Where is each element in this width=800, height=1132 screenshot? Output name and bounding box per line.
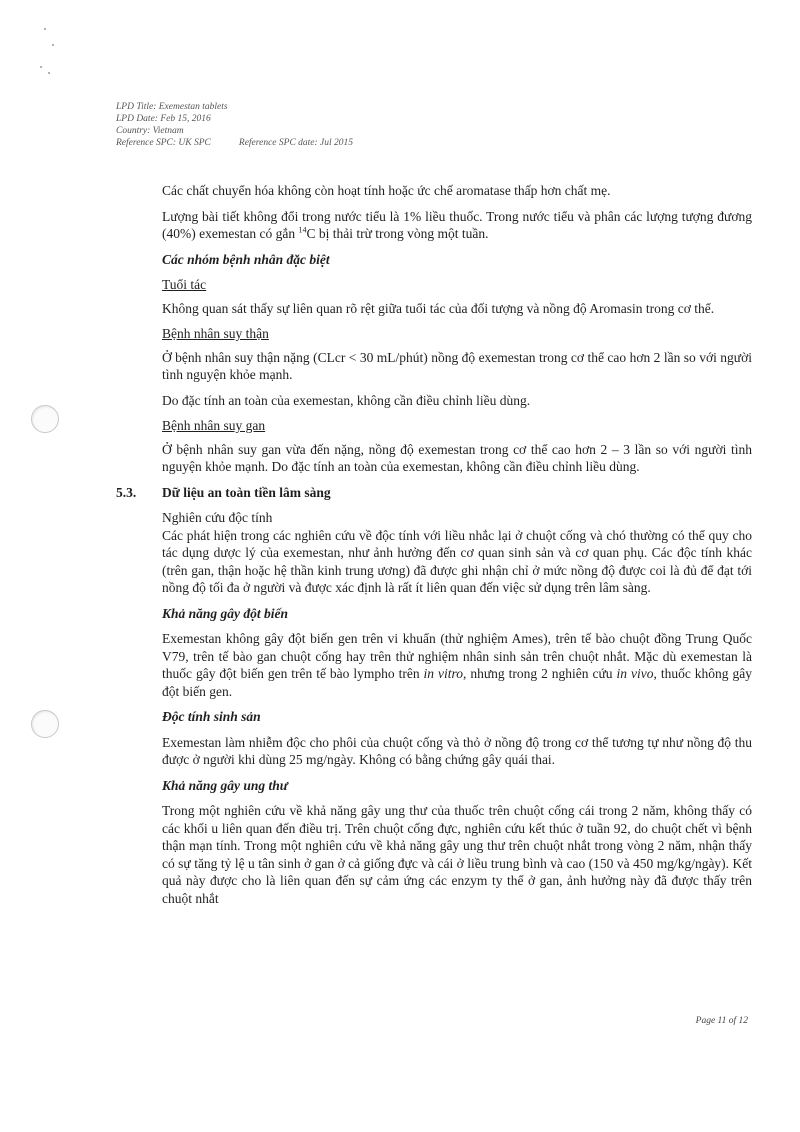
excretion-text-end: C bị thải trừ trong vòng một tuần. <box>306 226 489 241</box>
excretion-text: Lượng bài tiết không đổi trong nước tiểu là 1% liều thuốc. Trong nước tiểu và phân các lượng tượng đương (40%) exemestan có gắn <box>162 208 752 241</box>
scan-speck <box>52 44 54 46</box>
document-body <box>116 182 752 915</box>
header-reference-spc-date: Reference SPC date: Jul 2015 <box>238 138 354 148</box>
header-reference-spc: Reference SPC: UK SPC <box>116 138 211 148</box>
paragraph-excretion <box>162 208 752 243</box>
heading-reproductive-toxicity: Độc tính sinh sản <box>162 709 261 724</box>
paragraph-renal-1: Ở bệnh nhân suy thận nặng (CLcr < 30 mL/phút) nồng độ exemestan trong cơ thể cao hơn 2 lần so với người tình nguyện khỏe mạnh. <box>162 349 752 382</box>
scan-speck <box>48 72 50 74</box>
term-in-vitro: in vitro <box>423 666 464 681</box>
paragraph-carcinogenicity: Trong một nghiên cứu về khả năng gây ung thư của thuốc trên chuột cống cái trong 2 năm, không thấy có các khối u liên quan đến điều trị. Trên chuột cống đực, nghiên cứu kết thúc ở tuần 92, do chuột chết vì bệnh thận mạn tính. Trong một nghiên cứu về khả năng gây ung thư trên chuột nhắt trong vòng 2 năm, nhận thấy có sự tăng tỷ lệ u tân sinh ở gan ở cả giống đực và cái ở liều trung bình và cao (150 và 450 mg/kg/ngày). Kết quả này được cho là liên quan đến sự cảm ứng các enzym ty thể ở gan, ảnh hưởng này đã được thấy trên chuột nhắt <box>162 803 752 906</box>
mutagenicity-text-mid: , nhưng trong 2 nghiên cứu <box>463 666 617 681</box>
subheading-renal: Bệnh nhân suy thận <box>162 326 269 341</box>
section-title: Dữ liệu an toàn tiền lâm sàng <box>162 484 331 500</box>
paragraph-metabolites: Các chất chuyển hóa không còn hoạt tính hoặc ức chế aromatase thấp hơn chất mẹ. <box>162 183 611 198</box>
paragraph-reproductive-toxicity: Exemestan làm nhiễm độc cho phôi của chuột cống và thỏ ở nồng độ trong cơ thể tương tự như nồng độ thu được ở người khi dùng 25 mg/ngày. Không có bằng chứng gây quái thai. <box>162 734 752 767</box>
subheading-hepatic: Bệnh nhân suy gan <box>162 418 266 433</box>
isotope-superscript: 14 <box>298 225 307 235</box>
heading-special-populations: Các nhóm bệnh nhân đặc biệt <box>162 251 330 267</box>
term-in-vivo: in vivo <box>616 666 654 681</box>
header-title: LPD Title: Exemestan tablets <box>116 102 228 112</box>
punch-hole-lower <box>31 710 59 738</box>
header-country: Country: Vietnam <box>116 126 184 136</box>
section-number: 5.3. <box>116 484 137 500</box>
header-reference-row <box>116 137 353 149</box>
page-number: Page 11 of 12 <box>695 1016 748 1026</box>
header-date: LPD Date: Feb 15, 2016 <box>116 114 211 124</box>
scan-speck <box>44 28 46 30</box>
paragraph-age: Không quan sát thấy sự liên quan rõ rệt giữa tuổi tác của đối tượng và nồng độ Aromasin trong cơ thể. <box>162 300 715 316</box>
paragraph-mutagenicity <box>162 630 752 700</box>
heading-carcinogenicity: Khả năng gây ung thư <box>162 777 288 793</box>
punch-hole-upper <box>31 405 59 433</box>
mutagenicity-text-end: , thuốc không gây đột biến gen. <box>162 666 752 699</box>
label-toxicity-studies: Nghiên cứu độc tính <box>162 510 273 525</box>
paragraph-renal-2: Do đặc tính an toàn của exemestan, không cần điều chỉnh liều dùng. <box>162 392 531 408</box>
scan-speck <box>40 66 42 68</box>
document-header <box>116 101 353 149</box>
subheading-age: Tuổi tác <box>162 277 207 292</box>
mutagenicity-text: Exemestan không gây đột biến gen trên vi khuẩn (thử nghiệm Ames), trên tế bào chuột đồng Trung Quốc V79, trên tế bào gan chuột cống hay trên thử nghiệm nhân sinh sản trên chuột nhắt. Mặc dù exemestan là thuốc gây đột biến gen trên tế bào lympho trên <box>162 631 752 681</box>
section-heading <box>116 484 752 502</box>
paragraph-toxicity: Các phát hiện trong các nghiên cứu về độc tính với liều nhắc lại ở chuột cống và chó thường có thể quy cho tác dụng dược lý của exemestan, như ảnh hưởng đến cơ quan sinh sản và cơ quan phụ. Các độc tính khác (trên gan, thận hoặc hệ thần kinh trung ương) đã được ghi nhận chỉ ở mức nồng độ được coi là đủ để đạt tới nồng độ tối đa ở người và được xác định là rất ít liên quan đến việc sử dụng trên lâm sàng. <box>162 527 752 595</box>
heading-mutagenicity: Khả năng gây đột biến <box>162 605 289 621</box>
paragraph-hepatic: Ở bệnh nhân suy gan vừa đến nặng, nồng độ exemestan trong cơ thể cao hơn 2 – 3 lần so với người tình nguyện khỏe mạnh. Do đặc tính an toàn của exemestan, không cần điều chỉnh liều dùng. <box>162 441 752 474</box>
